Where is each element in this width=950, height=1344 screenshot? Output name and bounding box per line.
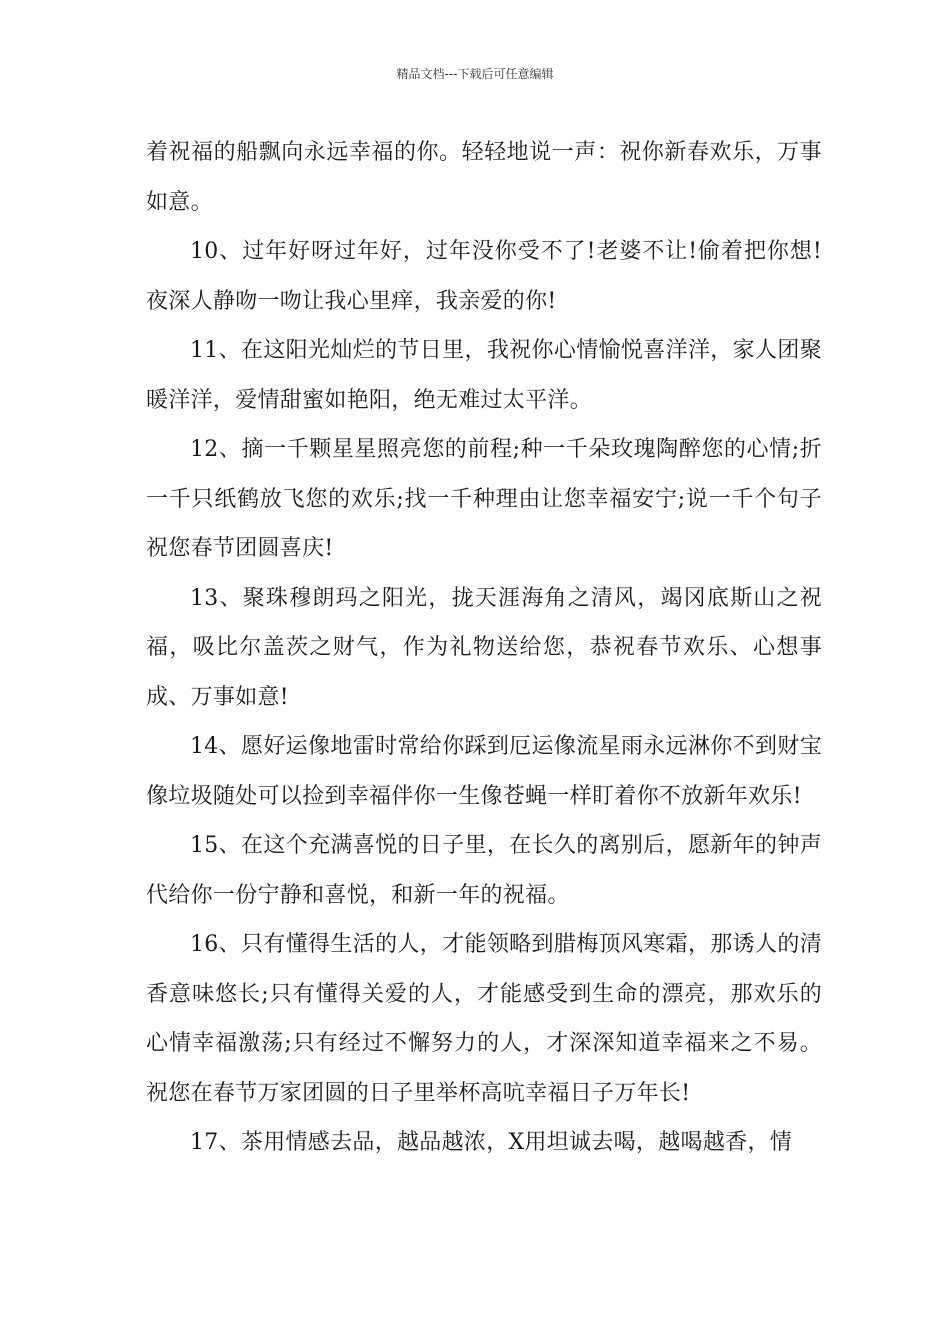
paragraph: 17、茶用情感去品，越品越浓，X用坦诚去喝，越喝越香，情 [190, 1130, 793, 1155]
paragraph: 10、过年好呀过年好，过年没你受不了!老婆不让!偷着把你想!夜深人静吻一吻让我心里痒，我亲爱的你! [146, 239, 822, 314]
document-body [146, 128, 822, 1168]
paragraph: 11、在这阳光灿烂的节日里，我祝你心情愉悦喜洋洋，家人团聚暖洋洋，爱情甜蜜如艳阳，绝无难过太平洋。 [146, 338, 822, 413]
paragraph: 着祝福的船飘向永远幸福的你。轻轻地说一声：祝你新春欢乐，万事如意。 [146, 140, 822, 215]
paragraph: 12、摘一千颗星星照亮您的前程;种一千朵玫瑰陶醉您的心情;折一千只纸鹤放飞您的欢乐;找一千种理由让您幸福安宁;说一千个句子祝您春节团圆喜庆! [146, 437, 822, 561]
paragraph: 13、聚珠穆朗玛之阳光，拢天涯海角之清风，竭冈底斯山之祝福，吸比尔盖茨之财气，作为礼物送给您，恭祝春节欢乐、心想事成、万事如意! [146, 585, 822, 710]
paragraph: 16、只有懂得生活的人，才能领略到腊梅顶风寒霜，那诱人的清香意味悠长;只有懂得关爱的人，才能感受到生命的漂亮，那欢乐的心情幸福激荡;只有经过不懈努力的人，才深深知道幸福来之不易。祝您在春节万家团圆的日子里举杯高吭幸福日子万年长! [146, 932, 822, 1106]
paragraph: 14、愿好运像地雷时常给你踩到厄运像流星雨永远淋你不到财宝像垃圾随处可以捡到幸福伴你一生像苍蝇一样盯着你不放新年欢乐! [146, 734, 822, 809]
paragraph: 15、在这个充满喜悦的日子里，在长久的离别后，愿新年的钟声代给你一份宁静和喜悦，和新一年的祝福。 [146, 833, 822, 908]
page-header: 精品文档---下载后可任意编辑 [396, 67, 554, 81]
